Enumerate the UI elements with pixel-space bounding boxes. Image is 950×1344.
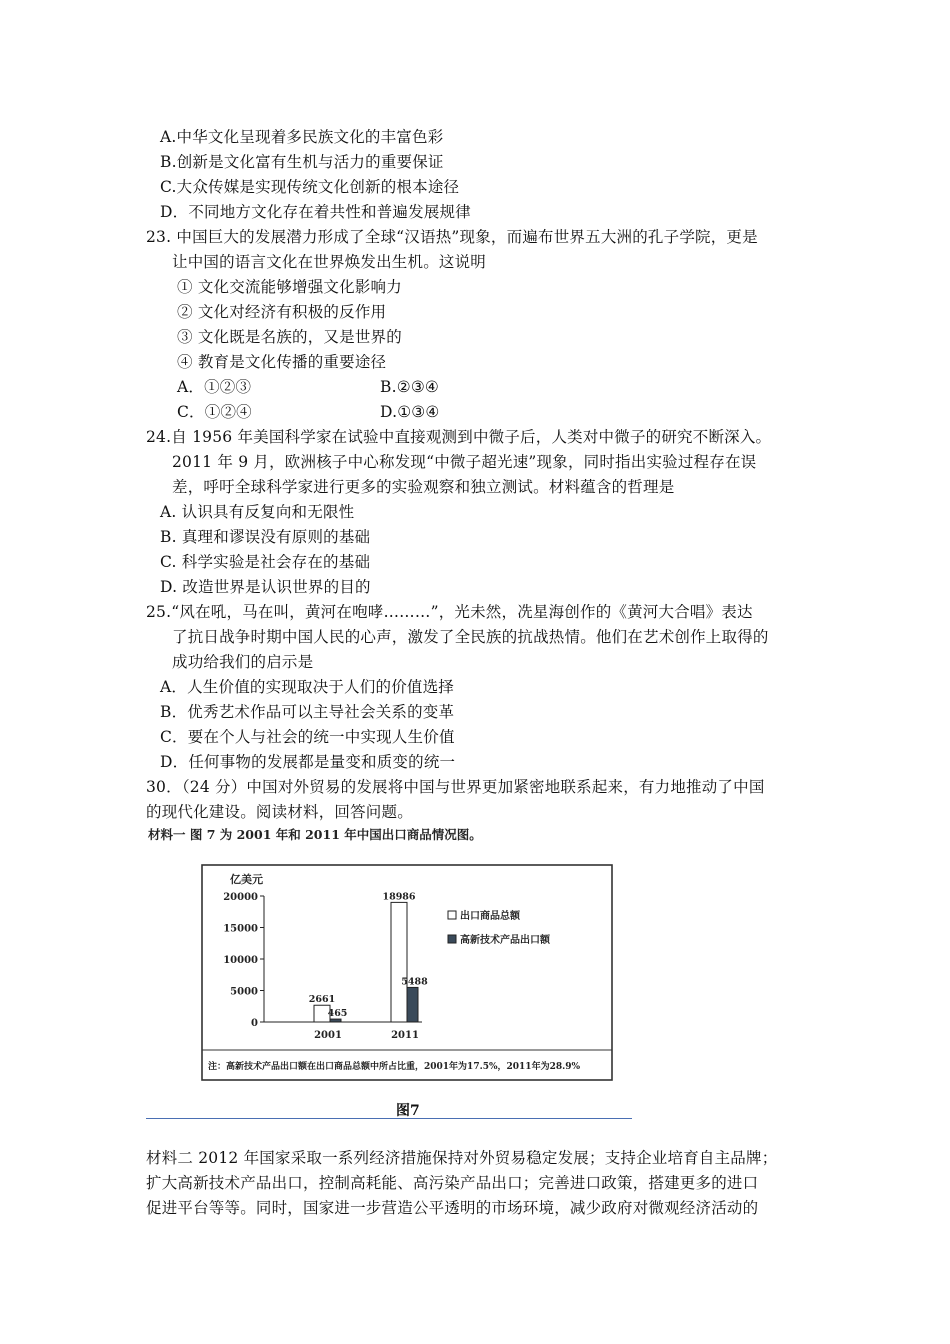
q25-option-b: B．优秀艺术作品可以主导社会关系的变革 xyxy=(160,703,455,721)
y-tick-label: 10000 xyxy=(223,955,258,966)
y-tick-label: 0 xyxy=(251,1018,258,1029)
material2-line3: 促进平台等等。同时，国家进一步营造公平透明的市场环境，减少政府对微观经济活动的 xyxy=(146,1199,759,1217)
q24-option-d: D. 改造世界是认识世界的目的 xyxy=(160,578,371,596)
y-tick-label: 20000 xyxy=(223,892,258,903)
bar xyxy=(330,1019,341,1022)
q22-option-c: C.大众传媒是实现传统文化创新的根本途径 xyxy=(160,178,460,196)
y-ticks xyxy=(223,892,264,1029)
legend-label: 高新技术产品出口额 xyxy=(460,935,550,946)
bar xyxy=(407,987,418,1022)
bar-value-label: 18986 xyxy=(382,891,416,903)
q23-statement-4: ④ 教育是文化传播的重要途径 xyxy=(177,353,387,371)
q24-option-a: A. 认识具有反复向和无限性 xyxy=(160,503,355,521)
q23-statement-2: ② 文化对经济有积极的反作用 xyxy=(177,303,387,321)
figure-caption: 图7 xyxy=(396,1103,420,1119)
q23-stem-line2: 让中国的语言文化在世界焕发出生机。这说明 xyxy=(172,253,487,271)
q25-option-c: C．要在个人与社会的统一中实现人生价值 xyxy=(160,728,455,746)
legend-swatch xyxy=(448,911,456,919)
q30-stem-line1: 30．（24 分）中国对外贸易的发展将中国与世界更加紧密地联系起来，有力地推动了中国 xyxy=(146,778,765,796)
legend xyxy=(448,909,551,946)
q25-stem-line3: 成功给我们的启示是 xyxy=(172,653,314,671)
q22-option-b: B.创新是文化富有生机与活力的重要保证 xyxy=(160,153,444,171)
y-tick-label: 15000 xyxy=(223,923,258,935)
bar-value-label: 5488 xyxy=(401,976,428,988)
q30-stem-line2: 的现代化建设。阅读材料，回答问题。 xyxy=(146,803,413,821)
y-axis-unit: 亿美元 xyxy=(230,873,263,886)
bar-value-label: 2661 xyxy=(308,994,336,1006)
q23-option-b: B.②③④ xyxy=(380,378,440,396)
q22-option-a: A.中华文化呈现着多民族文化的丰富色彩 xyxy=(160,128,444,146)
figure-divider xyxy=(146,1118,632,1119)
q24-option-c: C. 科学实验是社会存在的基础 xyxy=(160,553,371,571)
q23-stem-line1: 23. 中国巨大的发展潜力形成了全球“汉语热”现象，而遍布世界五大洲的孔子学院，更是 xyxy=(146,228,758,246)
chart-note: 注：高新技术产品出口额在出口商品总额中所占比重，2001年为17.5%，2011年为28.9% xyxy=(208,1062,581,1072)
x-tick-label: 2001 xyxy=(314,1030,342,1041)
q24-stem-line3: 差，呼吁全球科学家进行更多的实验观察和独立测试。材料蕴含的哲理是 xyxy=(172,478,675,496)
q24-option-b: B. 真理和谬误没有原则的基础 xyxy=(160,528,371,546)
legend-swatch xyxy=(448,935,456,943)
material2-line1: 材料二 2012 年国家采取一系列经济措施保持对外贸易稳定发展；支持企业培育自主品牌； xyxy=(146,1149,778,1167)
q23-option-a: A．①②③ xyxy=(177,378,252,396)
q23-statement-1: ① 文化交流能够增强文化影响力 xyxy=(177,278,402,296)
q23-option-c: C．①②④ xyxy=(177,403,252,421)
material2-line2: 扩大高新技术产品出口，控制高耗能、高污染产品出口；完善进口政策，搭建更多的进口 xyxy=(146,1174,759,1192)
material1-title: 材料一 图 7 为 2001 年和 2011 年中国出口商品情况图。 xyxy=(148,827,482,842)
q23-statement-3: ③ 文化既是名族的，又是世界的 xyxy=(177,328,402,346)
q25-stem-line1: 25.“风在吼，马在叫，黄河在咆哮………”，光未然，冼星海创作的《黄河大合唱》表达 xyxy=(146,603,753,621)
x-tick-labels xyxy=(314,1030,419,1041)
export-bar-chart xyxy=(146,823,626,1098)
legend-label: 出口商品总额 xyxy=(460,911,520,922)
q25-option-d: D．任何事物的发展都是量变和质变的统一 xyxy=(160,753,456,771)
q24-stem-line1: 24.自 1956 年美国科学家在试验中直接观测到中微子后，人类对中微子的研究不断深入。 xyxy=(146,428,772,446)
q25-option-a: A．人生价值的实现取决于人们的价值选择 xyxy=(160,678,454,696)
bar-value-label: 465 xyxy=(327,1008,348,1020)
q23-option-d: D.①③④ xyxy=(380,403,440,421)
q25-stem-line2: 了抗日战争时期中国人民的心声，激发了全民族的抗战热情。他们在艺术创作上取得的 xyxy=(172,628,769,646)
y-tick-label: 5000 xyxy=(230,986,258,998)
q22-option-d: D．不同地方文化存在着共性和普遍发展规律 xyxy=(160,203,471,221)
q24-stem-line2: 2011 年 9 月，欧洲核子中心称发现“中微子超光速”现象，同时指出实验过程存在误 xyxy=(172,453,757,471)
x-tick-label: 2011 xyxy=(391,1030,419,1041)
bar xyxy=(391,902,407,1022)
